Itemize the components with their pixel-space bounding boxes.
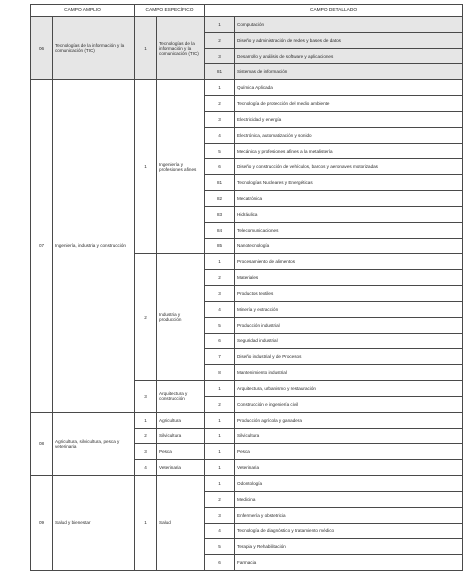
campo-detallado-name: Tecnología de protección del medio ambiente — [235, 96, 463, 112]
campo-detallado-name: Enfermería y obstetricia — [235, 507, 463, 523]
campo-detallado-name: Construcción e ingeniería civil — [235, 396, 463, 412]
table-row — [31, 476, 463, 492]
campo-especifico-name: Silvicultura — [157, 428, 205, 444]
campo-detallado-name: Tecnología de diagnóstico y tratamiento médico — [235, 523, 463, 539]
campo-especifico-code: 1 — [135, 476, 157, 571]
campo-especifico-name: Veterinaria — [157, 460, 205, 476]
campo-amplio-name: Ingeniería, industria y construcción — [53, 80, 135, 412]
campo-detallado-code: 3 — [205, 286, 235, 302]
campo-detallado-code: 1 — [205, 80, 235, 96]
table-body — [31, 17, 463, 571]
campo-detallado-code: 1 — [205, 428, 235, 444]
campo-detallado-name: Diseño industrial y de Procesos — [235, 349, 463, 365]
header-campo-detallado: CAMPO DETALLADO — [205, 5, 463, 17]
campo-detallado-code: 81 — [205, 175, 235, 191]
campo-detallado-name: Desarrollo y análisis de software y aplicaciones — [235, 48, 463, 64]
campo-especifico-code: 4 — [135, 460, 157, 476]
campo-detallado-code: 83 — [205, 206, 235, 222]
campo-detallado-code: 84 — [205, 222, 235, 238]
campo-detallado-name: Diseño y administración de redes y bases de datos — [235, 32, 463, 48]
campo-amplio-code: 09 — [31, 476, 53, 571]
campo-especifico-code: 3 — [135, 381, 157, 413]
campo-detallado-name: Terapia y Rehabilitación — [235, 539, 463, 555]
campo-detallado-name: Procesamiento de alimentos — [235, 254, 463, 270]
campo-especifico-name: Salud — [157, 476, 205, 571]
campo-detallado-name: Silvicultura — [235, 428, 463, 444]
campo-detallado-code: 82 — [205, 191, 235, 207]
campo-detallado-name: Sistemas de información — [235, 64, 463, 80]
campo-detallado-code: 2 — [205, 32, 235, 48]
header-campo-especifico: CAMPO ESPECÍFICO — [135, 5, 205, 17]
campo-detallado-name: Nanotecnología — [235, 238, 463, 254]
campo-detallado-code: 1 — [205, 460, 235, 476]
campo-detallado-code: 1 — [205, 476, 235, 492]
campo-detallado-code: 1 — [205, 381, 235, 397]
campo-detallado-code: 1 — [205, 412, 235, 428]
campo-detallado-code: 1 — [205, 254, 235, 270]
campo-detallado-name: Odontología — [235, 476, 463, 492]
table-row — [31, 412, 463, 428]
campo-especifico-code: 1 — [135, 412, 157, 428]
campo-especifico-code: 3 — [135, 444, 157, 460]
campo-detallado-name: Productos textiles — [235, 286, 463, 302]
campo-especifico-name: Arquitectura y construcción — [157, 381, 205, 413]
campo-especifico-name: Agricultura — [157, 412, 205, 428]
campo-detallado-code: 3 — [205, 48, 235, 64]
campo-amplio-code: 08 — [31, 412, 53, 475]
campo-detallado-code: 1 — [205, 17, 235, 33]
campo-detallado-code: 5 — [205, 143, 235, 159]
table-header-row — [31, 5, 463, 17]
campo-detallado-code: 2 — [205, 491, 235, 507]
campo-amplio-code: 06 — [31, 17, 53, 80]
campo-detallado-name: Arquitectura, urbanismo y restauración — [235, 381, 463, 397]
campo-detallado-name: Medicina — [235, 491, 463, 507]
campo-detallado-code: 2 — [205, 270, 235, 286]
campo-detallado-name: Mecatrónica — [235, 191, 463, 207]
campo-detallado-code: 5 — [205, 317, 235, 333]
campo-detallado-name: Química Aplicada — [235, 80, 463, 96]
campo-detallado-name: Diseño y construcción de vehículos, barcos y aeronaves motorizadas — [235, 159, 463, 175]
campo-detallado-code: 81 — [205, 64, 235, 80]
campo-amplio-name: Salud y bienestar — [53, 476, 135, 571]
campo-especifico-name: Tecnologías de la información y la comunicación (TIC) — [157, 17, 205, 80]
campo-detallado-name: Seguridad industrial — [235, 333, 463, 349]
campo-detallado-name: Minería y extracción — [235, 301, 463, 317]
header-campo-amplio: CAMPO AMPLIO — [31, 5, 135, 17]
campo-detallado-code: 6 — [205, 333, 235, 349]
campo-detallado-name: Producción industrial — [235, 317, 463, 333]
campo-detallado-name: Materiales — [235, 270, 463, 286]
campo-detallado-name: Pesca — [235, 444, 463, 460]
campo-detallado-code: 7 — [205, 349, 235, 365]
campo-amplio-name: Agricultura, silvicultura, pesca y veterinaria — [53, 412, 135, 475]
campo-detallado-name: Producción agrícola y ganadera — [235, 412, 463, 428]
campo-detallado-name: Mantenimiento industrial — [235, 365, 463, 381]
campo-detallado-code: 8 — [205, 365, 235, 381]
campo-detallado-name: Electrónica, automatización y sonido — [235, 127, 463, 143]
campo-especifico-name: Ingeniería y profesiones afines — [157, 80, 205, 254]
campo-detallado-name: Mecánica y profesiones afines a la metalistería — [235, 143, 463, 159]
campo-detallado-name: Hidráulica — [235, 206, 463, 222]
campo-detallado-code: 3 — [205, 507, 235, 523]
campo-especifico-name: Industria y producción — [157, 254, 205, 381]
campo-detallado-name: Tecnologías Nucleares y Energéticas — [235, 175, 463, 191]
campo-detallado-code: 2 — [205, 96, 235, 112]
campo-detallado-name: Electricidad y energía — [235, 111, 463, 127]
campo-detallado-code: 1 — [205, 444, 235, 460]
campo-especifico-name: Pesca — [157, 444, 205, 460]
campo-amplio-name: Tecnologías de la información y la comunicación (TIC) — [53, 17, 135, 80]
campo-detallado-code: 4 — [205, 127, 235, 143]
campo-especifico-code: 1 — [135, 80, 157, 254]
campo-detallado-code: 6 — [205, 555, 235, 571]
campo-detallado-name: Telecomunicaciones — [235, 222, 463, 238]
campo-detallado-code: 3 — [205, 111, 235, 127]
campo-detallado-code: 4 — [205, 523, 235, 539]
campo-amplio-code: 07 — [31, 80, 53, 412]
campo-detallado-name: Veterinaria — [235, 460, 463, 476]
classification-table — [30, 4, 463, 571]
campo-detallado-code: 5 — [205, 539, 235, 555]
campo-especifico-code: 1 — [135, 17, 157, 80]
campo-detallado-code: 2 — [205, 396, 235, 412]
campo-detallado-code: 4 — [205, 301, 235, 317]
campo-especifico-code: 2 — [135, 254, 157, 381]
campo-detallado-code: 85 — [205, 238, 235, 254]
table-row — [31, 17, 463, 33]
campo-detallado-code: 6 — [205, 159, 235, 175]
table-row — [31, 80, 463, 96]
campo-especifico-code: 2 — [135, 428, 157, 444]
campo-detallado-name: Computación — [235, 17, 463, 33]
campo-detallado-name: Farmacia — [235, 555, 463, 571]
